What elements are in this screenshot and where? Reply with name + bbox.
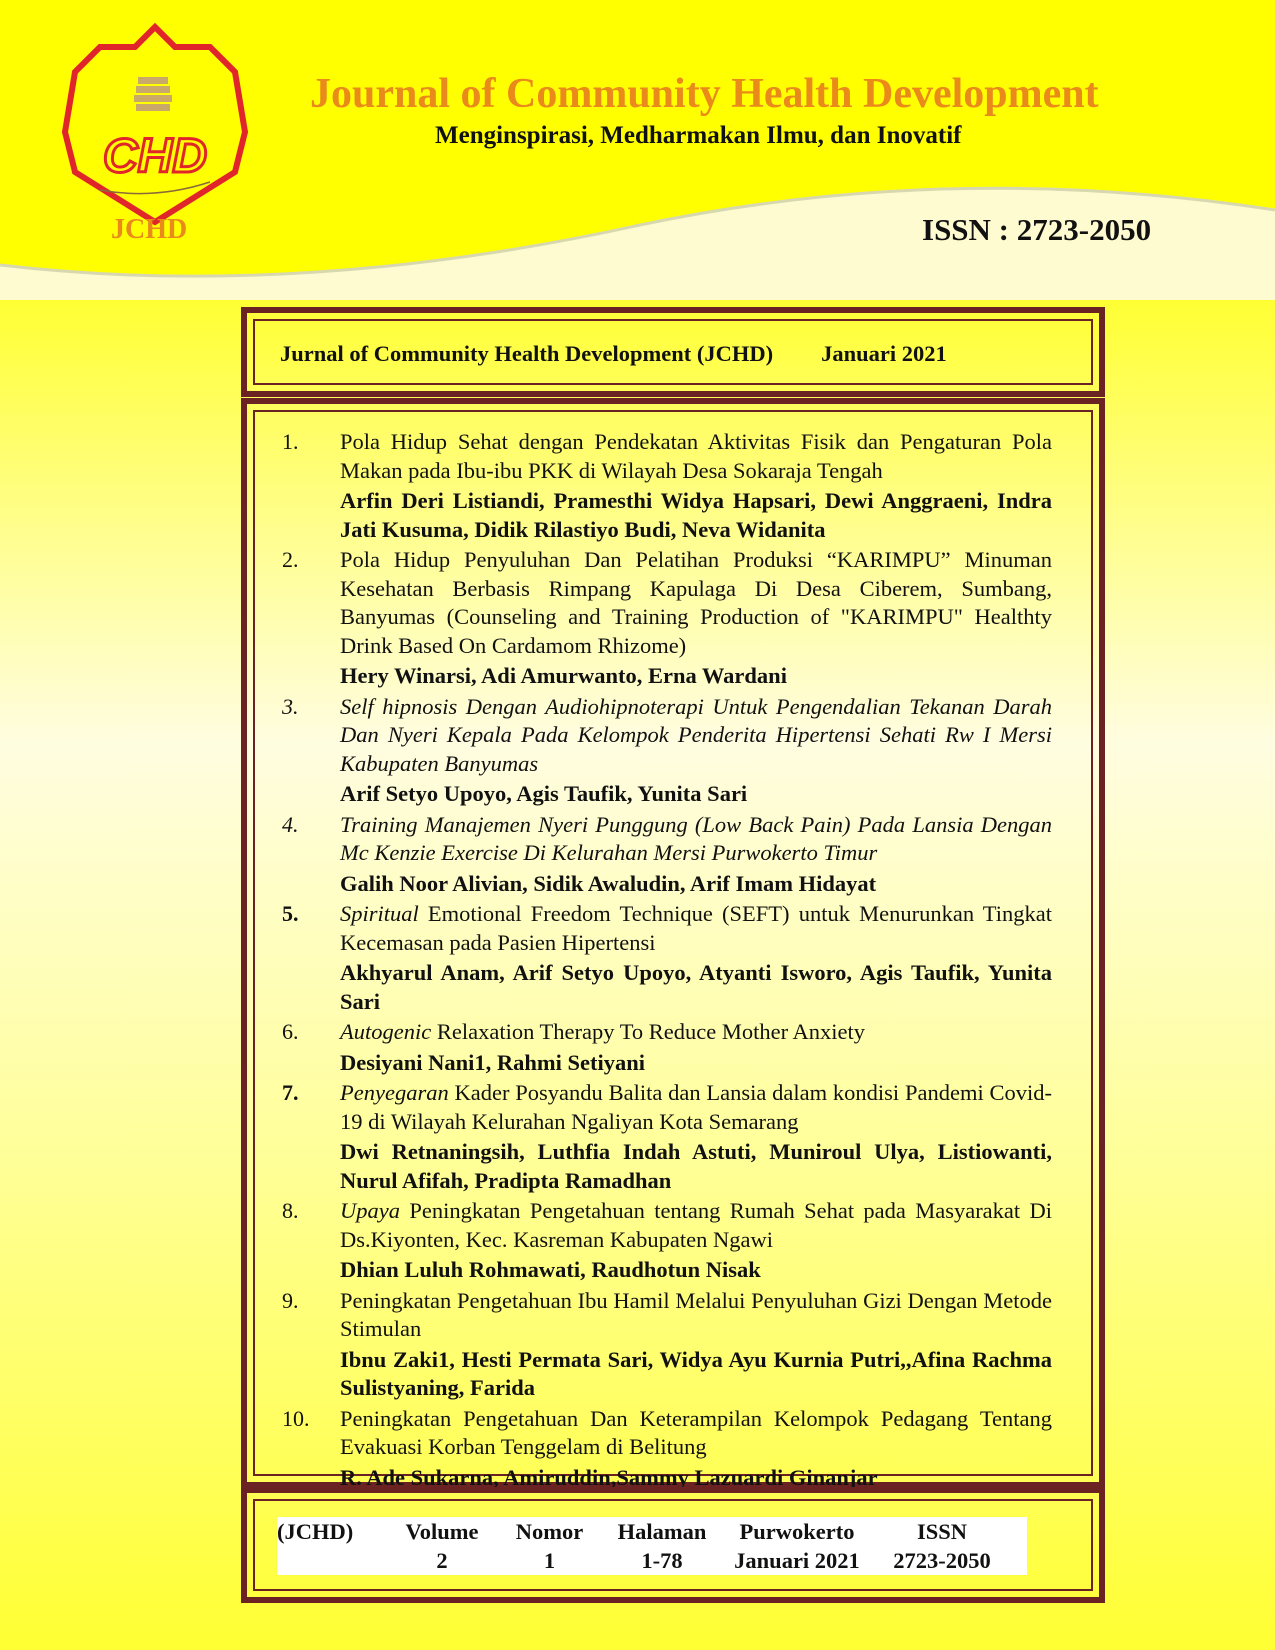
toc-item-authors: Ibnu Zaki1, Hesti Permata Sari, Widya Ayu Kurnia Putri,,Afina Rachma Sulistyaning, Farida <box>340 1346 1052 1400</box>
toc-item <box>282 900 1052 1016</box>
toc-item-title: Training Manajemen Nyeri Punggung (Low Back Pain) Pada Lansia Dengan Mc Kenzie Exercise Di Kelurahan Mersi Purwokerto Timur <box>340 811 1052 865</box>
toc-item-authors: Galih Noor Alivian, Sidik Awaludin, Arif Imam Hidayat <box>340 870 877 896</box>
journal-tagline: Menginspirasi, Medharmakan Ilmu, dan Inovatif <box>435 122 962 149</box>
toc-item-number: 9. <box>282 1287 299 1313</box>
info-value: 1 <box>543 1548 556 1573</box>
toc-item <box>282 1018 1052 1077</box>
toc-item-authors: Arif Setyo Upoyo, Agis Taufik, Yunita Sari <box>340 781 748 806</box>
toc-item-number: 5. <box>282 901 299 926</box>
toc-item <box>282 1197 1052 1285</box>
toc-item-authors: Arfin Deri Listiandi, Pramesthi Widya Hapsari, Dewi Anggraeni, Indra Jati Kusuma, Didik Rilastiyo Budi, Neva Widanita <box>340 488 1052 542</box>
toc-item-title: Pola Hidup Penyuluhan Dan Pelatihan Produksi “KARIMPU” Minuman Kesehatan Berbasis Rimpang Kapulaga Di Desa Ciberem, Sumbang, Banyumas (Counseling and Training Production of "KARIMPU" Healthty Drink Based On Cardamom Rhizome) <box>340 547 1052 658</box>
toc-item <box>282 428 1052 544</box>
info-header: Purwokerto <box>739 1519 855 1544</box>
toc-item-title <box>340 1018 1052 1047</box>
toc-item-title <box>340 1079 1052 1136</box>
toc-item-number: 10. <box>282 1405 310 1431</box>
toc-item <box>282 693 1052 809</box>
toc-item-authors: R. Ade Sukarna, Amiruddin,Sammy Lazuardi Ginanjar <box>340 1464 878 1490</box>
toc-item-title <box>340 900 1052 957</box>
toc-item-number: 1. <box>282 429 299 454</box>
toc-item-title-rest: Peningkatan Pengetahuan tentang Rumah Sehat pada Masyarakat Di Ds.Kiyonten, Kec. Kasreman Kabupaten Ngawi <box>340 1198 1052 1252</box>
info-value: 2723-2050 <box>893 1548 991 1573</box>
info-header: Nomor <box>515 1519 584 1544</box>
toc-item-title-rest: Relaxation Therapy To Reduce Mother Anxiety <box>431 1019 865 1044</box>
toc-item-title-lead: Penyegaran <box>340 1080 449 1105</box>
toc-item-title-lead: Upaya <box>340 1198 400 1223</box>
toc-item-authors: Desiyani Nani1, Rahmi Setiyani <box>340 1049 646 1075</box>
journal-title: Journal of Community Health Development <box>310 71 1099 117</box>
table-of-contents-box <box>241 398 1105 1488</box>
issn-label: ISSN : 2723-2050 <box>922 212 1152 247</box>
issue-info-box <box>241 1487 1105 1603</box>
issue-info-header-row <box>277 1517 1027 1546</box>
info-header: Halaman <box>617 1519 707 1544</box>
toc-item-authors: Dhian Luluh Rohmawati, Raudhotun Nisak <box>340 1257 761 1282</box>
info-header: ISSN <box>916 1519 968 1544</box>
issue-journal-name: Jurnal of Community Health Development (JCHD) <box>280 341 774 366</box>
info-header: (JCHD) <box>277 1519 354 1544</box>
toc-item <box>282 1079 1052 1195</box>
toc-item-title-lead: Spiritual <box>340 901 419 926</box>
toc-item-number: 8. <box>282 1198 299 1223</box>
issue-info-table <box>277 1517 1027 1575</box>
toc-list <box>282 428 1052 1494</box>
toc-item-number: 4. <box>282 811 299 837</box>
info-value <box>277 1546 387 1575</box>
toc-item-title: Peningkatan Pengetahuan Ibu Hamil Melalui Penyuluhan Gizi Dengan Metode Stimulan <box>340 1287 1052 1341</box>
logo-mark: CHD <box>103 130 207 183</box>
toc-item <box>282 1405 1052 1493</box>
info-value: Januari 2021 <box>734 1548 860 1573</box>
toc-item-title-rest: Kader Posyandu Balita dan Lansia dalam kondisi Pandemi Covid-19 di Wilayah Kelurahan Ngaliyan Kota Semarang <box>340 1080 1052 1134</box>
info-value: 2 <box>436 1548 448 1573</box>
toc-item-number: 7. <box>282 1080 299 1105</box>
toc-item-title: Self hipnosis Dengan Audiohipnoterapi Untuk Pengendalian Tekanan Darah Dan Nyeri Kepala Pada Kelompok Penderita Hipertensi Sehati Rw I Mersi Kabupaten Banyumas <box>340 693 1052 776</box>
toc-item <box>282 1287 1052 1403</box>
toc-item-number: 3. <box>282 693 299 719</box>
toc-item-title <box>340 1197 1052 1254</box>
toc-item-title-rest: Emotional Freedom Technique (SEFT) untuk Menurunkan Tingkat Kecemasan pada Pasien Hipertensi <box>340 901 1052 955</box>
toc-item-authors: Dwi Retnaningsih, Luthfia Indah Astuti, Muniroul Ulya, Listiowanti, Nurul Afifah, Pradipta Ramadhan <box>340 1139 1052 1193</box>
toc-item-authors: Hery Winarsi, Adi Amurwanto, Erna Wardani <box>340 663 787 688</box>
toc-item <box>282 811 1052 899</box>
info-value: 1-78 <box>641 1548 683 1573</box>
toc-item-title: Peningkatan Pengetahuan Dan Keterampilan Kelompok Pedagang Tentang Evakuasi Korban Tenggelam di Belitung <box>340 1405 1052 1459</box>
toc-item-number: 2. <box>282 547 299 572</box>
book-stack-icon <box>134 77 172 111</box>
logo-caption: JCHD <box>111 214 188 245</box>
issue-date: Januari 2021 <box>821 341 947 366</box>
issue-header-box <box>241 307 1105 397</box>
toc-item-title: Pola Hidup Sehat dengan Pendekatan Aktivitas Fisik dan Pengaturan Pola Makan pada Ibu-ibu PKK di Wilayah Desa Sokaraja Tengah <box>340 429 1052 483</box>
issue-info-value-row <box>277 1546 1027 1575</box>
toc-item-authors: Akhyarul Anam, Arif Setyo Upoyo, Atyanti Isworo, Agis Taufik, Yunita Sari <box>340 960 1052 1014</box>
toc-item-title-lead: Autogenic <box>340 1019 432 1044</box>
toc-item-number: 6. <box>282 1019 299 1044</box>
toc-item <box>282 546 1052 691</box>
info-header: Volume <box>405 1519 479 1544</box>
